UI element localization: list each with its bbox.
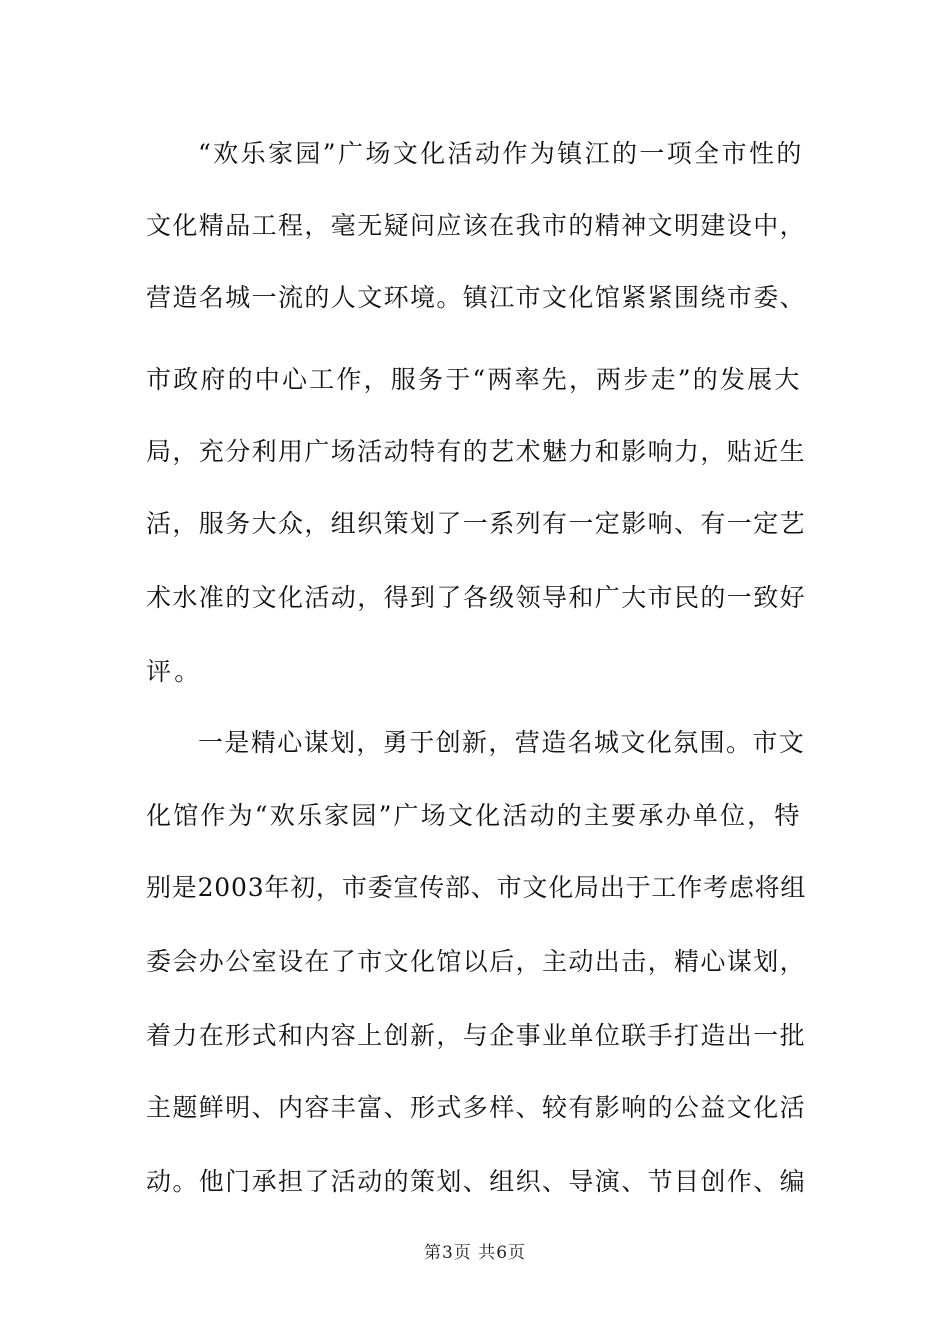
text-line: 活，服务大众，组织策划了一系列有一定影响、有一定艺 [146, 509, 807, 538]
text-line: 主题鲜明、内容丰富、形式多样、较有影响的公益文化活 [146, 1093, 807, 1122]
text-line: 营造名城一流的人文环境。镇江市文化馆紧紧围绕市委、 [146, 283, 807, 312]
text-line: 术水准的文化活动，得到了各级领导和广大市民的一致好 [146, 583, 807, 612]
text-line: 一是精心谋划，勇于创新，营造名城文化氛围。市文 [198, 728, 806, 757]
text-line: 市政府的中心工作，服务于“两率先，两步走”的发展大 [146, 365, 802, 394]
page-footer: 第3页 共6页 [423, 1243, 527, 1263]
text-line: 别是2003年初，市委宣传部、市文化局出于工作考虑将组 [146, 873, 807, 902]
text-line: 文化精品工程，毫无疑问应该在我市的精神文明建设中， [146, 211, 807, 240]
text-line: “欢乐家园”广场文化活动作为镇江的一项全市性的 [198, 139, 804, 168]
text-line: 动。他门承担了活动的策划、组织、导演、节目创作、编 [146, 1167, 807, 1196]
text-line: 评。 [146, 657, 203, 686]
text-line: 着力在形式和内容上创新，与企事业单位联手打造出一批 [146, 1021, 807, 1050]
text-line: 委会办公室设在了市文化馆以后，主动出击，精心谋划， [146, 947, 807, 976]
text-line: 局，充分利用广场活动特有的艺术魅力和影响力，贴近生 [146, 437, 807, 466]
text-line: 化馆作为“欢乐家园”广场文化活动的主要承办单位，特 [146, 801, 802, 830]
